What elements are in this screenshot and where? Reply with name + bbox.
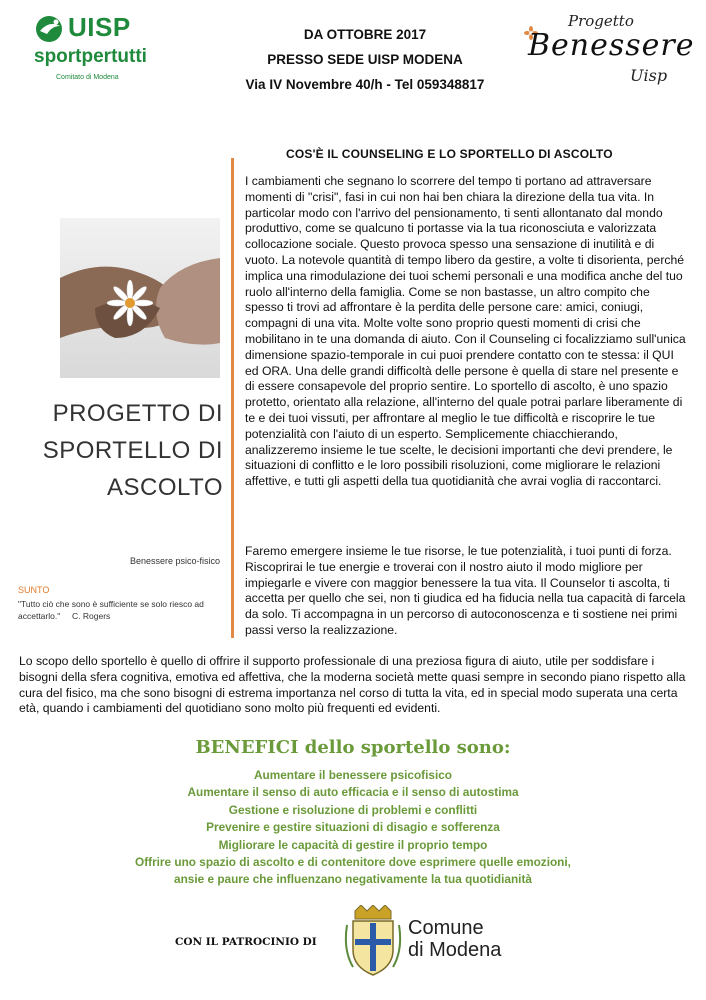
project-title xyxy=(28,395,223,506)
comune-line-2: di Modena xyxy=(408,939,502,961)
uisp-logo xyxy=(34,12,174,90)
benefici-list xyxy=(0,767,706,889)
project-subtitle: Benessere psico-fisico xyxy=(129,556,220,566)
orange-divider xyxy=(231,158,234,638)
modena-crest-icon xyxy=(343,905,403,980)
paragraph-1: I cambiamenti che segnano lo scorrere del tempo ti portano ad attraversare momenti di "crisi", fasi in cui non hai ben chiara la direzione della tua vita. In particolar modo con l'arrivo del pensionamento, ti senti allontanato dal mondo produttivo, come se qualcuno ti portasse via la tua riconosciuta e valorizzata collocazione sociale. Questo provoca spesso una sensazione di inutilità e di vuoto. La notevole quantità di tempo libero da gestire, a volte ti disorienta, perché implica una rimodulazione dei tuoi schemi personali e una modifica anche del tuo ruolo all'interno della famiglia. Come se non bastasse, un altro compito che spesso ti trovi ad affrontare è la perdita delle persone care: amici, coniugi, compagni di una vita. Molte volte sono proprio questi momenti di crisi che mobilitano in te una domanda di aiuto. Con il Counseling ci focalizziamo sull'unica dimensione spazio-temporale in cui puoi prendere contatto con te stessa: il QUI ed ORA. Una delle grandi difficoltà delle persone è quella di stare nel presente e di essere consapevole del proprio sentire. Lo sportello di ascolto, è uno spazio protetto, orientato alla relazione, all'interno del quale potrai parlare liberamente di te e dei tuoi vissuti, per affrontare al meglio le tue difficoltà e riscoprire le tue potenzialità con l'aiuto di un esperto. Semplicemente chiacchierando, analizzeremo insieme le tue scelte, le decisioni importanti che devi prendere, le situazioni di conflitto e le loro possibili risoluzioni, come migliorare le relazioni affettive, e tutti gli aspetti della tua quotidianità che avrai voglia di raccontarci. xyxy=(245,174,686,489)
paragraph-3: Lo scopo dello sportello è quello di offrire il supporto professionale di una preziosa figura di aiuto, utile per soddisfare i bisogni della sfera cognitiva, emotiva ed affettiva, che la moderna società mette quasi sempre in secondo piano rispetto alla cura del fisico, ma che sono bisogni di estrema importanza nel corso di tutta la vita, ed in special modo superata una certa età, quando i cambiamenti del quotidiano sono molto più frequenti ed evidenti. xyxy=(19,654,686,716)
benefit-item: Aumentare il senso di auto efficacia e il senso di autostima xyxy=(187,785,519,800)
event-location: PRESSO SEDE UISP MODENA xyxy=(267,52,463,67)
uisp-comitato: Comitato di Modena xyxy=(56,74,119,81)
benefit-item: Prevenire e gestire situazioni di disagio e sofferenza xyxy=(206,820,500,835)
benefit-item: Gestione e risoluzione di problemi e conflitti xyxy=(228,802,478,817)
progetto-label: Progetto xyxy=(568,12,634,30)
section-heading: COS'È IL COUNSELING E LO SPORTELLO DI ASCOLTO xyxy=(286,147,613,161)
uisp-subtitle: sportpertutti xyxy=(34,46,147,67)
sunto-label: SUNTO xyxy=(18,585,50,595)
comune-line-1: Comune xyxy=(408,917,484,939)
uisp-script-label: Uisp xyxy=(630,66,668,85)
benefit-item: Migliorare le capacità di gestire il proprio tempo xyxy=(218,837,488,852)
benessere-label: Benessere xyxy=(528,28,695,63)
progetto-benessere-logo xyxy=(520,12,695,92)
project-title-line-3: ASCOLTO xyxy=(107,474,223,501)
event-address: Via IV Novembre 40/h - Tel 059348817 xyxy=(245,77,485,92)
benefit-item: Aumentare il benessere psicofisico xyxy=(253,768,452,782)
project-title-line-2: SPORTELLO DI xyxy=(42,437,223,464)
event-info xyxy=(215,22,515,97)
benefit-item: ansie e paure che influenzano negativamente la tua quotidianità xyxy=(174,872,532,887)
hands-daisy-photo xyxy=(60,218,220,378)
event-date: DA OTTOBRE 2017 xyxy=(303,27,427,42)
comune-name xyxy=(408,917,501,961)
benefici-title: BENEFICI dello sportello sono: xyxy=(195,737,511,758)
benefit-item: Offrire uno spazio di ascolto e di contenitore dove esprimere quelle emozioni, xyxy=(135,855,571,870)
uisp-name: UISP xyxy=(68,12,131,42)
paragraph-2: Faremo emergere insieme le tue risorse, le tue potenzialità, i tuoi punti di forza. Riscoprirai le tue energie e troverai con il nostro aiuto il modo migliore per impiegarle e vivere con maggior benessere la tua vita. Il Counselor ti ascolta, ti accetta per quello che sei, non ti giudica ed ha fiducia nella tua capacità di farcela da solo. Ti accompagna in un percorso di autoconoscenza e ti sostiene nei primi passi verso la realizzazione. xyxy=(245,544,686,637)
sunto-quote: "Tutto ciò che sono è sufficiente se solo riesco ad accettarlo." C. Rogers xyxy=(18,599,207,621)
uisp-runner-icon xyxy=(34,14,68,44)
project-title-line-1: PROGETTO DI xyxy=(52,400,223,427)
patrocinio-label: CON IL PATROCINIO DI xyxy=(175,936,317,948)
